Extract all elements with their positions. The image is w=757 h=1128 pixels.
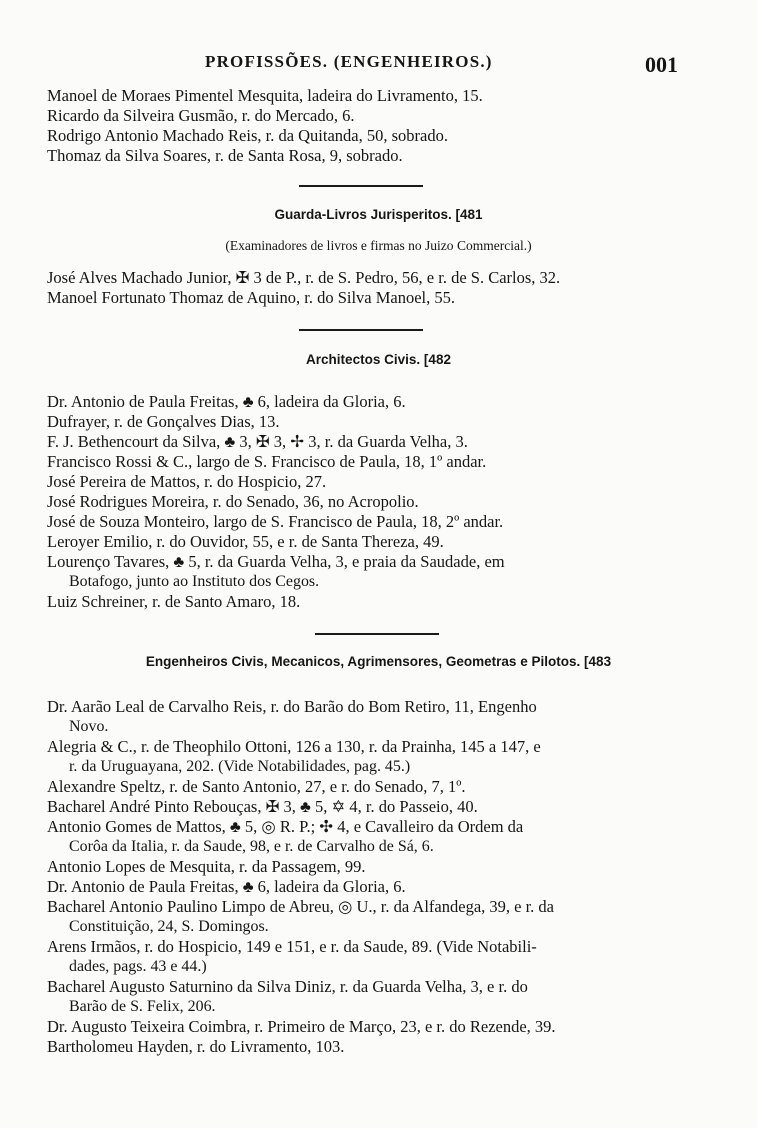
list-item: Manoel Fortunato Thomaz de Aquino, r. do Silva Manoel, 55. xyxy=(47,288,456,307)
list-item-continuation: Corôa da Italia, r. da Saude, 98, e r. de Carvalho de Sá, 6. xyxy=(69,838,434,855)
list-item: Antonio Lopes de Mesquita, r. da Passagem, 99. xyxy=(47,857,366,876)
list-item-continuation: r. da Uruguayana, 202. (Vide Notabilidades, pag. 45.) xyxy=(69,758,411,775)
list-item: Alegria & C., r. de Theophilo Ottoni, 126 a 130, r. da Prainha, 145 a 147, e xyxy=(47,737,541,756)
list-item-continuation: Constituição, 24, S. Domingos. xyxy=(69,918,269,935)
list-item: Luiz Schreiner, r. de Santo Amaro, 18. xyxy=(47,592,301,611)
list-item-continuation: Barão de S. Felix, 206. xyxy=(69,998,216,1015)
running-header xyxy=(0,52,757,78)
page-number: 001 xyxy=(645,52,678,77)
list-item: José Alves Machado Junior, ✠ 3 de P., r. de S. Pedro, 56, e r. de S. Carlos, 32. xyxy=(47,268,561,287)
section-heading-guarda-livros: Guarda-Livros Jurisperitos. [481 xyxy=(274,207,483,222)
header-title: PROFISSÕES. (ENGENHEIROS.) xyxy=(205,52,493,71)
list-item-continuation: Novo. xyxy=(69,718,109,735)
list-item: José Pereira de Mattos, r. do Hospicio, 27. xyxy=(47,472,327,491)
section-heading-engenheiros: Engenheiros Civis, Mecanicos, Agrimensores, Geometras e Pilotos. [483 xyxy=(145,654,612,669)
list-item: Dr. Antonio de Paula Freitas, ♣ 6, ladeira da Gloria, 6. xyxy=(47,877,406,896)
list-item: Alexandre Speltz, r. de Santo Antonio, 27, e r. do Senado, 7, 1º. xyxy=(47,777,466,796)
list-item: Manoel de Moraes Pimentel Mesquita, ladeira do Livramento, 15. xyxy=(47,86,483,105)
list-item: Rodrigo Antonio Machado Reis, r. da Quitanda, 50, sobrado. xyxy=(47,126,448,145)
list-item: Bacharel Antonio Paulino Limpo de Abreu, ◎ U., r. da Alfandega, 39, e r. da xyxy=(47,897,554,916)
list-item: Thomaz da Silva Soares, r. de Santa Rosa, 9, sobrado. xyxy=(47,146,403,165)
list-item: Antonio Gomes de Mattos, ♣ 5, ◎ R. P.; ✣ 4, e Cavalleiro da Ordem da xyxy=(47,817,524,836)
list-item: Dr. Antonio de Paula Freitas, ♣ 6, ladeira da Gloria, 6. xyxy=(47,392,406,411)
list-item-continuation: dades, pags. 43 e 44.) xyxy=(69,958,207,975)
list-item: Dr. Aarão Leal de Carvalho Reis, r. do Barão do Bom Retiro, 11, Engenho xyxy=(47,697,537,716)
list-item: José de Souza Monteiro, largo de S. Francisco de Paula, 18, 2º andar. xyxy=(47,512,504,531)
list-item: Leroyer Emilio, r. do Ouvidor, 55, e r. de Santa Thereza, 49. xyxy=(47,532,444,551)
section-note: (Examinadores de livros e firmas no Juizo Commercial.) xyxy=(225,238,532,253)
list-item: Dufrayer, r. de Gonçalves Dias, 13. xyxy=(47,412,280,431)
section-heading-architectos: Architectos Civis. [482 xyxy=(306,352,451,367)
list-item: José Rodrigues Moreira, r. do Senado, 36, no Acropolio. xyxy=(47,492,419,511)
list-item: Bacharel André Pinto Rebouças, ✠ 3, ♣ 5, ✡ 4, r. do Passeio, 40. xyxy=(47,797,478,816)
list-item: Dr. Augusto Teixeira Coimbra, r. Primeiro de Março, 23, e r. do Rezende, 39. xyxy=(47,1017,556,1036)
section-divider xyxy=(315,633,439,635)
section-divider xyxy=(299,185,423,187)
list-item: Bacharel Augusto Saturnino da Silva Diniz, r. da Guarda Velha, 3, e r. do xyxy=(47,977,528,996)
list-item: Arens Irmãos, r. do Hospicio, 149 e 151, e r. da Saude, 89. (Vide Notabili- xyxy=(47,937,537,956)
list-item: Bartholomeu Hayden, r. do Livramento, 103. xyxy=(47,1037,345,1056)
list-item: F. J. Bethencourt da Silva, ♣ 3, ✠ 3, ✢ 3, r. da Guarda Velha, 3. xyxy=(47,432,468,451)
list-item-continuation: Botafogo, junto ao Instituto dos Cegos. xyxy=(69,573,320,590)
list-item: Lourenço Tavares, ♣ 5, r. da Guarda Velha, 3, e praia da Saudade, em xyxy=(47,552,505,571)
section-divider xyxy=(299,329,423,331)
list-item: Francisco Rossi & C., largo de S. Francisco de Paula, 18, 1º andar. xyxy=(47,452,487,471)
list-item: Ricardo da Silveira Gusmão, r. do Mercado, 6. xyxy=(47,106,355,125)
